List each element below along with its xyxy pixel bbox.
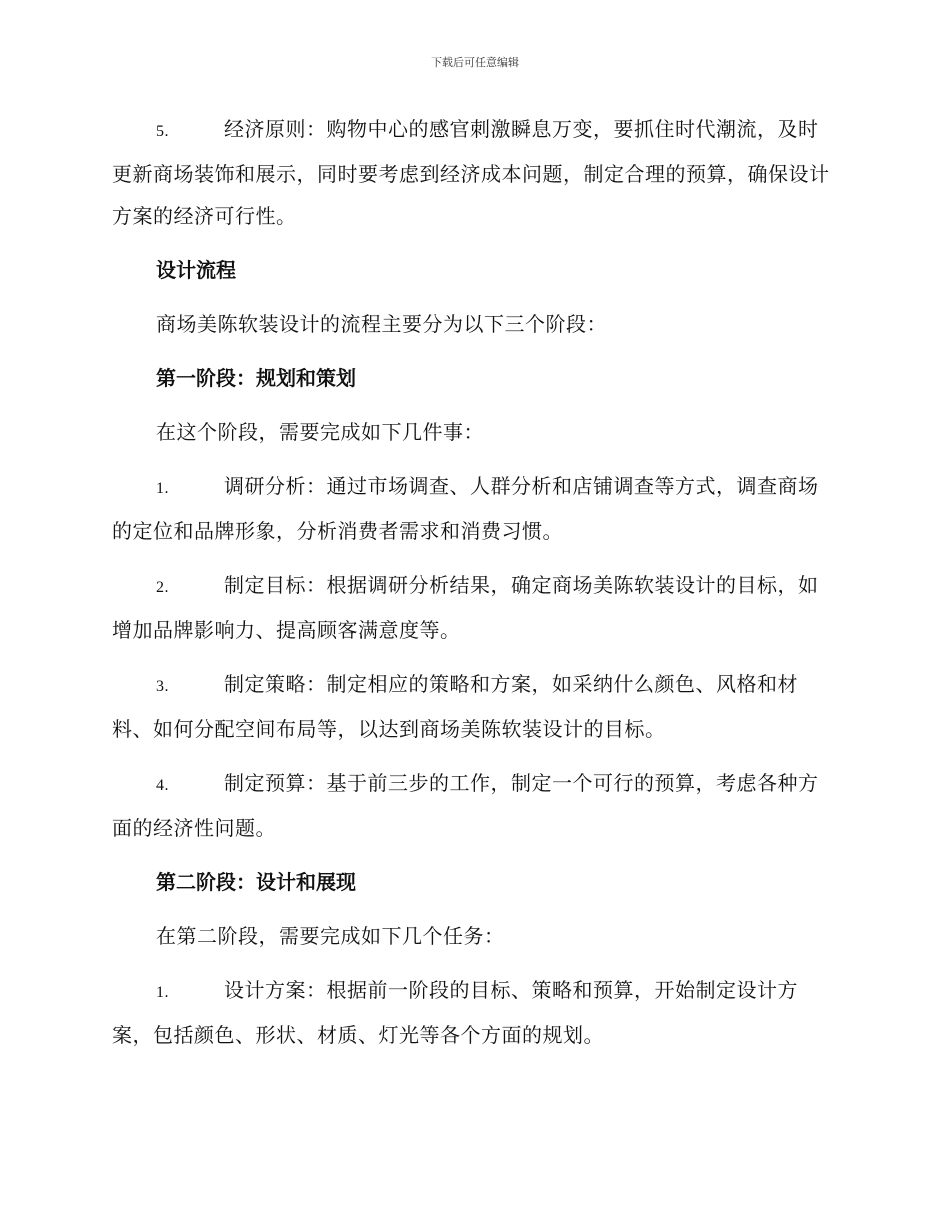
list-item bbox=[112, 564, 834, 651]
list-item bbox=[112, 762, 834, 849]
list-number: 5. bbox=[156, 123, 169, 140]
list-number: 4. bbox=[156, 777, 169, 794]
list-text: 制定策略：制定相应的策略和方案，如采纳什么颜色、风格和材料、如何分配空间布局等，以达到商场美陈软装设计的目标。 bbox=[112, 672, 798, 741]
list-item bbox=[112, 663, 834, 750]
list-number: 1. bbox=[156, 984, 169, 1001]
section-heading-process: 设计流程 bbox=[156, 258, 236, 282]
list-text: 经济原则：购物中心的感官刺激瞬息万变，要抓住时代潮流，及时更新商场装饰和展示，同时要考虑到经济成本问题，制定合理的预算，确保设计方案的经济可行性。 bbox=[112, 117, 830, 228]
document-body bbox=[112, 108, 834, 1068]
paragraph-stage1-intro: 在这个阶段，需要完成如下几件事： bbox=[156, 420, 484, 444]
list-text: 制定目标：根据调研分析结果，确定商场美陈软装设计的目标，如增加品牌影响力、提高顾客满意度等。 bbox=[112, 573, 819, 642]
paragraph-stage2-intro: 在第二阶段，需要完成如下几个任务： bbox=[156, 924, 505, 948]
list-text: 制定预算：基于前三步的工作，制定一个可行的预算，考虑各种方面的经济性问题。 bbox=[112, 771, 819, 840]
list-item bbox=[112, 465, 834, 552]
section-heading-stage2: 第二阶段：设计和展现 bbox=[156, 870, 356, 894]
section-heading-stage1: 第一阶段：规划和策划 bbox=[156, 366, 356, 390]
page-header: 下载后可任意编辑 bbox=[431, 56, 519, 69]
list-number: 1. bbox=[156, 480, 169, 497]
paragraph-process-intro: 商场美陈软装设计的流程主要分为以下三个阶段： bbox=[156, 312, 607, 336]
list-text: 调研分析：通过市场调查、人群分析和店铺调查等方式，调查商场的定位和品牌形象，分析消费者需求和消费习惯。 bbox=[112, 474, 819, 543]
list-item bbox=[112, 969, 834, 1056]
list-number: 3. bbox=[156, 678, 169, 695]
list-number: 2. bbox=[156, 579, 169, 596]
list-item bbox=[112, 108, 834, 237]
list-text: 设计方案：根据前一阶段的目标、策略和预算，开始制定设计方案，包括颜色、形状、材质、灯光等各个方面的规划。 bbox=[112, 978, 798, 1047]
